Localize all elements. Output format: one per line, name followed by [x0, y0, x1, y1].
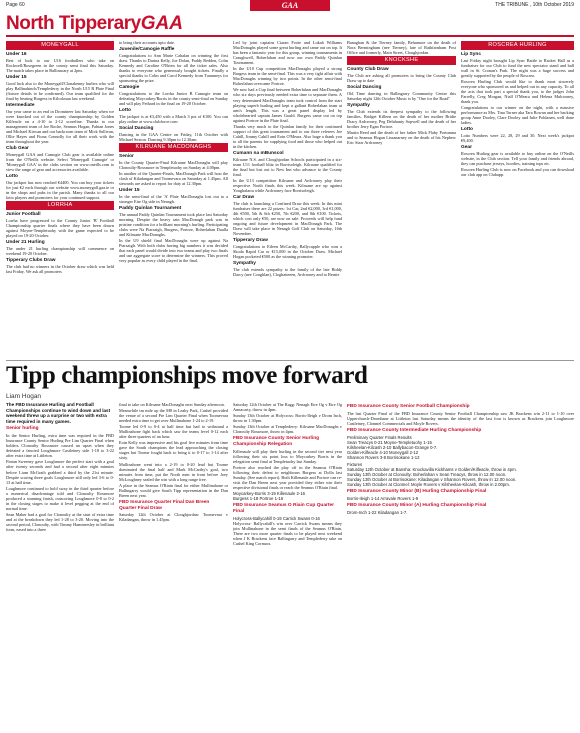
item-text: Congratulations to our winner on the night, with a massive performance as Mrs. Tina Turner aka Tara Rowan and her backing group Anne Dooley, Clare Dooley and Julie Pohlanen, well done ladies.: [461, 105, 574, 126]
item-text: Kilruane N.S. and Cloughjordan Schools participated in a six-team U11 football blitz in Borrisoleigh. Kilruane qualified for the final but lost out to New Inn who advance to the County final.: [233, 156, 342, 177]
fixture-line: Saturday 12th October at Bansha: Knockavilla Kickhams v Golden/Kilfeacle, throw in 4pm.: [347, 467, 517, 473]
item-heading: Cumann na mBunscol: [233, 150, 284, 156]
article-text: Loughmore continued to hold sway in the third quarter before a numerical disadvantage told and Clonoulty Rossmore produced a stunning finish, outscoring Loughmore 0-8 to 0-2 in the closing stages to make it level pegging at the end of normal time.: [6, 485, 114, 511]
item-text: Best of luck to our U16 footballers who take on Rockwell/Rosegreen in the county semi final this Saturday. The match takes place in Ballinacary at 2pm.: [6, 57, 114, 73]
column-5: [461, 40, 574, 358]
item-text: In the U10 Cup competition MacDonaghs played a strong Burgess team in the semi-final. This was a very tight affair with MacDonaghs winning by two points. In the other semi-final Boherlahan overcame Portroe.: [233, 66, 342, 87]
item-text: Martin Reed and the death of her father Mick Flaby Portumna and to Seamus Hogan Lissanarney on the death of his Nephew Eric Starr Ardcroney: [347, 129, 456, 145]
result-line: Borris-Ileigh 1-14 Arravale Rovers 1-9: [347, 496, 419, 501]
article-column-2: [119, 402, 228, 727]
item-heading: Senior: [119, 153, 134, 159]
item-text: Good luck also to the Moneygall/Clonakenny hurlers who will play Ballinahinch/Templederry in the North U15 B Plate Final (fixture details to be confirmed). Our team qualified for the final by beating Burgess in Kilcolman last weekend.: [6, 80, 114, 101]
item-heading: Club Gear: [6, 146, 29, 152]
result-line: Sean Treacys 0-21 Moyne-Templetuohy 1-15: [347, 439, 432, 445]
item-heading: Social Dancing: [119, 125, 154, 131]
result-line: Kilsheelan-Kilcash 2-10 Ballybacon-Grange 0-7.: [347, 444, 438, 450]
item-heading: Lip Sync: [461, 52, 481, 57]
article-subhead: FBD Insurance County Minor (A) Hurling Championship Final: [347, 503, 487, 509]
result-line: Preliminary Quarter Finals Results: [347, 434, 412, 440]
article-byline: Liam Hogan: [6, 393, 42, 400]
page-header-bar: [0, 0, 580, 11]
item-text: Congratulations to Ann Marie Cahalan on winning the first draw. Thanks to Darina Kelly, Joe Dolan, Paddy Redden, Colm Kennedy and Caroline O'Brien for all the ticket sales. Also thanks to everyone who generously bought tickets. Finally a special thanks to Colm and Carol Kennedy from Tuamneys for sponsoring the prize.: [119, 52, 228, 84]
item-text: Moneygall GAA and Camogie Club gear is available online from the O'Neills website. Select 'Moneygall Camogie' or 'Moneygall GAA' in the clubs section on www.oneills.com to view the range of gear and accessories available.: [6, 151, 114, 172]
result-line: Golden-Kilfeacle 4-10 Moneygall 2-12: [347, 449, 419, 455]
item-text: Lorrha have progressed to the County Junior 'B' Football Championship quarter finals where they have been drawn against Moyne-Templetuohy with the game expected to be played on 19-20 October.: [6, 217, 114, 238]
item-heading: Sympathy: [233, 261, 256, 267]
article-headline: Tipp championships move forward: [6, 362, 368, 389]
masthead-title: North Tipperary: [6, 13, 141, 34]
article-lead: The FBD Insurance Hurling and Football Championships continue to wind down and last weekend threw up a surprise or two with extra time required in many games.: [6, 402, 111, 424]
article-text: Fintan Sweeney gave Loughmore the perfect start with a goal after twenty seconds and had a second after eight minutes before Liam McGrath grabbed a third by the 21st minute. Despite scoring three goals Loughmore still only led 3-6 to 0-13 at half time.: [6, 459, 114, 485]
item-text: In the U13 competition Kilruane and Ardcroney play their respective North finals this week. Kilruane are up against Youghalarra while Ardcroney face Borrisoleigh.: [233, 177, 342, 194]
article-subhead: FBD Insurance County Senior Hurling Championship Relegation: [233, 436, 320, 448]
item-text: Roscrea Hurling Club is now on Facebook and you can download our club app on Clubapp.: [461, 167, 574, 178]
item-heading: Paddy Quinlan Tournament: [119, 205, 182, 211]
article-text: Sunday 13th October at Holycross: Borris-Ileigh v Drom Inch, throw in 1.30pm.: [233, 413, 342, 424]
fixture-line: Sunday 13th October at Borrisokane: Kiladangan v Shannon Rovers, throw in 12.00 noon.: [347, 477, 517, 483]
item-heading: County Club Draw: [347, 67, 389, 73]
article-text: Meanwhile tm mile up the M8 in Leahy Park, Cashel provided the venue of a second Pre Lim Quarter Final when Toomevara needed extra time to get over Mullinahone 1-24 to 2-19.: [119, 408, 228, 424]
page-number: Page 60: [6, 2, 25, 8]
article-text: The last Quarter Final of the FBD Insurance County Senior Football Championship saw JK Brackens win 2-11 to 1-10 over Upperchurch-Drombane at Littleton last Saturday means the identity of the last four is known as Brackens join Loughmore Castleiney, Clonmel Commercials and Moyle Rovers.: [347, 410, 574, 426]
article-subhead: FBD Insurance Quarter Final Dan Breen Quarter Final Draw: [119, 499, 210, 511]
item-text: Dancing in the GAA Centre on Friday, 11th October with Michael Sexton. Dancing 9.30pm to 12.30am.: [119, 131, 228, 142]
item-text: The Club extends its deepest sympathy to the following families. Bridget Killeen on the death of her mother Bridie Dracy Ardcroney, Peg Delahunty Sopwell and the death of her brother Jerry Egan Portroe.: [347, 108, 456, 129]
item-text: Our jackpot has now reached €4400. You can buy your tickets for just €2 each through our website www.moneygall.gaa.ie or in the shops and pubs in the parish. Many thanks to all our lotto players and promoters for your continued support.: [6, 179, 114, 200]
item-text: Roscrea Hurling Club would like to thank most sincerely everyone who sponsored us and helped out in any capacity. To all the acts that took part a special thank you, to the judges John Farrelly, Creg Morgan, Niall O'Meara and Helena Mulrooney, thank you.: [461, 78, 574, 105]
section-tab: GAA: [250, 0, 330, 11]
club-heading-kilruane: KILRUANE MACDONAGHS: [119, 143, 228, 152]
column-4: [347, 40, 574, 358]
item-text: The club extends sympathy to the family of the late Biddy Darcy (nee Coughlan), Cloghatteeen, Ardcroney and to Bernie: [233, 266, 342, 278]
item-text: We now had a Cup final between Boherlahan and MacDonaghs who six days previously needed extra time to separate them. A very determined MacDonaghs team took control from the start playing superb hurling and kept a gallant Boherlahan team at arm's length. This was a great panel display led by wholehearted captain James Gould. Burgess came out on top against Portroe in the Plate final.: [233, 87, 342, 123]
item-text: In the U9 shield final MacDonaghs were up against Na Piarsaigh. With both clubs having big numbers it was decided that each panel would divide into two teams and play two finals and use aggregate score to determine the winners. This proved very popular as every child played in the final.: [119, 237, 228, 263]
item-text: The club had no winners in the October draw which was held last Friday. We ask all promoters: [6, 263, 114, 274]
article-text: A place in the Seamus O'Riain final for either Mullinahone or Ballingarry would give South Tipp representation in the Dan Breen next year.: [119, 482, 228, 498]
masthead-gaa: GAA: [140, 13, 183, 34]
article-column-4: [347, 402, 574, 727]
item-heading: Juvenile/Camogie Raffle: [119, 47, 175, 53]
issue-date: THE TRIBUNE , 10th October 2019: [495, 2, 574, 8]
article-text: Eoin Kelly was impressive and his goal five minutes from time gave the South champions the lead approaching the closing stages but Toome fought back to bring it to 0-17 to 1-14 after sixty.: [119, 440, 228, 461]
item-text: In another of the Quarter-Finals, MacDonagh Park will host the clash of Kiladangan and Toomevara on Saturday at 1.45pm. All stewards are asked to report for duty at 12.30pm.: [119, 170, 228, 186]
item-heading: Under 15: [119, 187, 140, 193]
article-text: Killenaule will play their hurling in the second tier next year following their six point loss to Moycarkey Borris in the relegation semi final at Templetuohy last Sunday.: [233, 448, 342, 464]
result-line: Burgess 1-18 Portroe 1-16: [233, 496, 284, 502]
article-subhead: FBD Insurance County Minor (B) Hurling Championship Final: [347, 489, 487, 495]
article-text: Mullinahone went into a 2-19 to 0-20 lead but Toome dominated the final half and Mark McCarthy's goal, two minutes from time, put the North men in front before Joey McLoughney sealed the win with a long range free.: [119, 461, 228, 482]
item-text: Last Friday night brought Lip Sync Battle to Racket Hall as a fundraiser for our Club to fund the new spectator stand and ball wall in St. Cronan's Park. The night was a huge success and greatly supported by the people of Roscrea.: [461, 57, 574, 78]
item-text: The Club are asking all promoters to bring the County Club Draw up to date: [347, 72, 456, 83]
item-text: Congratulations to Eileen McCarthy, Ballycapple who won a Skoda Rapid Car or €15,000 in the October Draw. Michael Hogan pocketed €500 as the winning promoter.: [233, 244, 342, 260]
result-line: Moycarkey-Borris 3-19 Killenaule 2-16: [233, 491, 306, 497]
fixture-line: Sunday 13th October at Clonmel: Moyle Rovers v Kilsheelan-Kilcash, throw in 2.00pm.: [347, 482, 510, 488]
column-3: [233, 40, 342, 358]
article-text: Sean Maher had a goal for Clonoulty at the start of extra time and at the breakdown they led 1-28 to 3-20. Moving into the second period, Clonoulty, with Timmy Hammersley in brilliant form, eased into a three: [6, 511, 114, 533]
item-heading: Lotto: [119, 108, 131, 114]
item-text: Banaghan & the Tierney family, Behamore on the death of Nora Bermingham (nee Tierney), late of Rathfarnham Post Office and formerly, Main Street, Cloughjordan.: [347, 40, 456, 56]
article-text: Portroe also reached the play off in the Seamus O'Riain following their defeat to neighbours Burgess at Dolla last Sunday. (See match report). Both Killenaule and Portroe can re-visit the Dan Breen next year provided they either win their respective divisional finals or reach the Seamus O'Riain final.: [233, 465, 342, 491]
item-text: Roscrea Hurling gear is available to buy online on the O'Neills website, in the Club section. Tell your family and friends abroad, they can purchase jerseys, hoodies, training tops etc.: [461, 151, 574, 167]
column-1: [6, 40, 114, 358]
item-heading: Intermediate: [6, 102, 35, 108]
article-text: Saturday 12th October at Cloughjordan: Toomevara v Kiladangan, throw in 1.45pm.: [119, 512, 228, 523]
item-text: The under 21 hurling championship will commence on weekend 19-20 October.: [6, 245, 114, 256]
article-subhead: FBD Insurance County Senior Football Championship: [347, 404, 470, 409]
item-heading: Junior Football: [6, 212, 41, 218]
section-divider: [6, 360, 574, 361]
item-heading: Gear: [461, 145, 472, 151]
article-text: Holycross- Ballycahill's win over Carrick Swans means they join Mullinahone in the semi finals of the Seamus O'Riain. There are two more quarter finals to be played next weekend when J K Brackens face Ballingarry and Templederry take on Cashel King Cormacs.: [233, 520, 342, 547]
column-4-inner: [347, 40, 456, 358]
item-text: Thanks very much to the Quinlan family for their continued support of this great tournament and to our three referees Joe Cahill, Jimmy Cahill and Eoin O'Meara. Also huge a thank you to all the parents for supplying food and those who helped out in the kitchen.: [233, 123, 342, 149]
club-heading-roscrea: ROSCREA HURLING: [461, 41, 574, 50]
fixtures-label: Fixtures: [347, 461, 363, 467]
club-heading-knockshe: KNOCKSHE: [347, 56, 456, 65]
article-subhead: Senior hurling: [6, 426, 39, 432]
article-subhead: FBD Insurance County Intermediate Hurling Championship: [347, 427, 482, 433]
item-heading: Under 16: [6, 52, 27, 57]
item-text: Congratulations to the Lorrha Junior B Camogie team on defeating Moycarkey/Borris in the county semi-final on Sunday and will play Fethard in the final on 19-20 October.: [119, 90, 228, 107]
item-text: The jackpot is at €3,450 with a Match 3 pot of €100. You can play online at www.clubforce.com: [119, 113, 228, 124]
item-heading: Tipperary Clubs Draw: [6, 257, 56, 263]
result-line: Shannon Rovers 3-8 Borrisokane 1-12: [347, 454, 420, 460]
masthead: [6, 13, 574, 37]
item-heading: Under 21 Hurling: [6, 240, 45, 245]
result-line: Holycross-Ballycahill 0-19 Carrick Swans 0-16: [233, 515, 320, 521]
article-text: Toome led 0-9 to 0-4 at half time but had to withstand a Mullinahone fight back which saw the teams level 0-12 each after three quarters of an hour.: [119, 424, 228, 440]
fixture-line: Sunday 13th October at Clonoulty: Boherlahan v Sean Treacys, throw in 12.00 noon.: [347, 472, 507, 478]
article-text: final to take on Kilruane MacDonaghs next Sunday afternoon.: [119, 402, 225, 407]
article-text: Saturday 12th October at The Ragg: Nenagh Eire Og v Eire Og Annacarty, throw in 4pm.: [233, 402, 342, 413]
item-text: In the semi-final of the 'A' Plate MacDonaghs lost out to a stronger Eire Og side in Nenagh.: [119, 193, 228, 204]
club-heading-moneygall: MONEYGALL: [6, 41, 114, 50]
result-line: Drom-Inch 1-22 Kiladangan 1-7.: [347, 509, 408, 515]
item-text: The annual Paddy Quinlan Tournament took place last Saturday morning. Despite the heavy rain MacDonagh park was in pristine condition for a brilliant morning's hurling. Participating clubs were Na Piarsaigh, Burgess, Portroe, Boherlahan Dualla and Kilruane MacDonaghs.: [119, 211, 228, 237]
item-heading: Tipperary Draw: [233, 238, 268, 244]
item-text: Old Time dancing in Ballingarry Community Centre this Saturday night 12th October Music is by "One for the Road": [347, 90, 456, 101]
item-heading: Sympathy: [347, 102, 370, 108]
article-text: Sunday 13th October at Templederry: Kilruane MacDonaghs v Clonoulty Rossmore, throw in 4pm.: [233, 424, 342, 435]
item-text: In the County Quarter-Final Kilruane MacDonaghs will play Clonoulty-Rossmore in Templetuohy on Sunday at 4.00pm.: [119, 159, 228, 170]
item-text: Lotto Numbers were 22, 28, 29 and 30. Next week's jackpot €9,400.: [461, 133, 574, 144]
item-heading: Camogie: [119, 85, 140, 91]
article-column-3: [233, 402, 342, 727]
club-heading-lorrha: LORRHA: [6, 201, 114, 210]
article-text: In the Senior Hurling, extra time was required in the FBD Insurance County Senior Hurling Pre Lim Quarter Final when holders Clonoulty Rossmore caused an upset when they defeated a fancied Loughmore Castleiney side 1-18 to 3-22 after extra time at Littleton.: [6, 433, 114, 459]
column-2: [119, 40, 228, 358]
article-column-1: [6, 402, 114, 727]
item-text: to bring their accounts upto date.: [119, 40, 175, 45]
item-text: The club is launching a Confined Draw this week. In this mini fundraiser there are 22 prizes: 1st Car, 2nd €2,000, 3rd €1,000, 4th €500, 5th & 6th €250, 7th €200, and 8th €100. Tickets, which cost only €50, are now on sale. Proceeds will help fund ongoing and future development in MacDonagh Park. The Draw will take place in Nenagh Golf Club on Saturday, 16th November.: [233, 200, 342, 237]
item-heading: Lotto: [6, 174, 18, 180]
item-heading: Car Draw: [233, 195, 255, 201]
item-text: Led by joint captains Ciaran Foote and Lukah Williams MacDonaghs played some great hurling and came out on top. It has been a fantastic year for this group, winning tournaments in Craughwell, Boherlahan and now our own Paddy Quinlan Tournament.: [233, 40, 342, 66]
item-text: Our year came to an end in Dromineer last Saturday when we were knocked out of the county championship by Golden Kilfeacle on a 4-10 to 2-12 scoreline. Thanks to our management team of Joe Roche, Seamus Hogan, Fabian Jones and Michael Kirwan and our backroom team of Mick Sullivan, Ollie Hayes and Fiona Connolly for all their work with the team throughout the year.: [6, 108, 114, 144]
item-heading: Social Dancing: [347, 85, 382, 91]
item-heading: Under 15: [6, 74, 27, 80]
item-heading: Lotto: [461, 127, 473, 133]
article-subhead: FBD Insurance Seamus O Riain Cup Quarter Final: [233, 503, 335, 515]
